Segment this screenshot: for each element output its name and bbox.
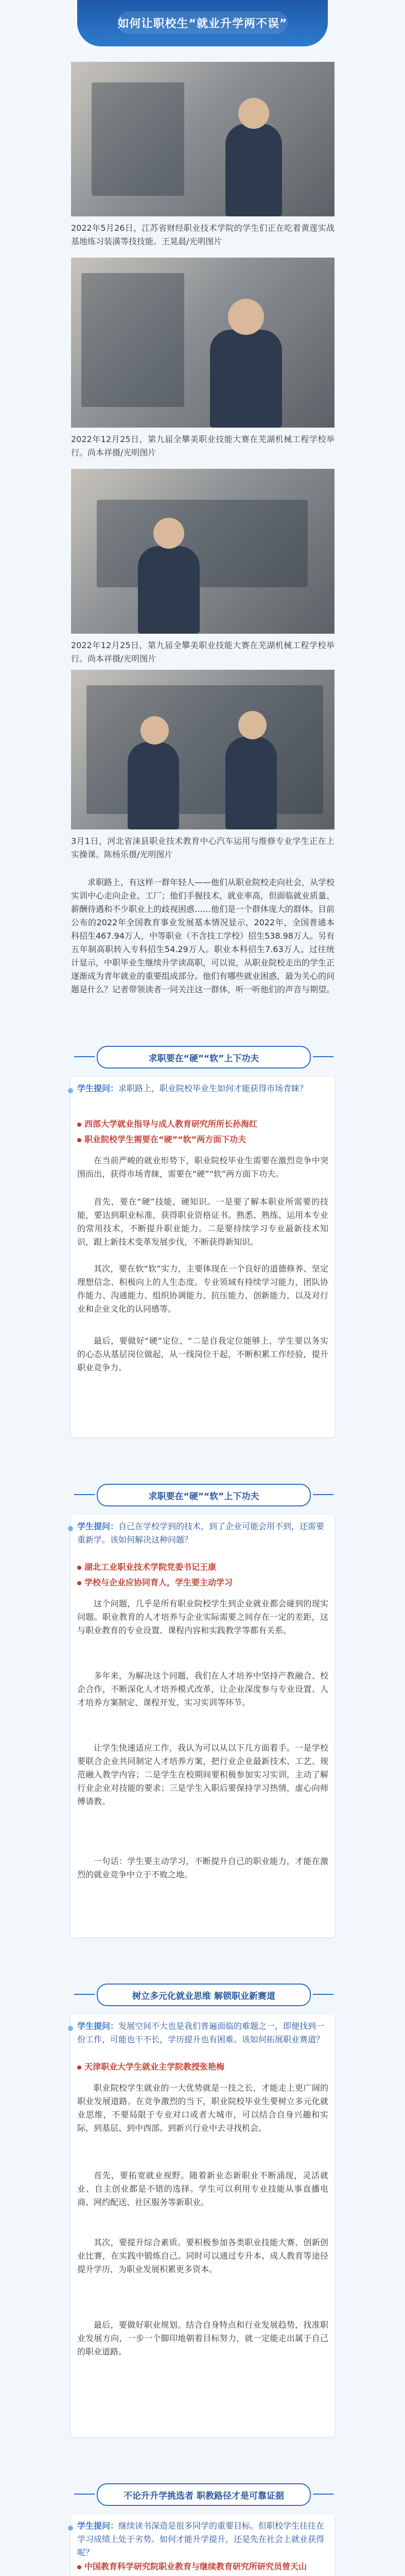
student-question [77,1520,328,1547]
question-text: 求职路上，职业院校毕业生如何才能获得市场青睐？ [118,1083,308,1093]
section-title: 求职要在“硬”“软”上下功夫 [97,1046,311,1069]
dot-icon [77,2565,81,2569]
section-title: 不论升升学挑选者 职教路径才是可靠证据 [97,2483,311,2506]
expert-name: 天津职业大学生就业主学院教授张艳梅 [77,2061,328,2073]
news-photo [71,469,334,634]
student-question [77,2519,328,2560]
section-card [71,2014,334,2437]
answer-paragraph: 首先，要在“硬”技能，硬知识。一是要了解本职业所需要的技能，要达到职业标准，获得职业资格证书。熟悉、熟练、运用本专业的常用技术，不断提升职业能力。二是要持续学习专业最新技术知识，跟上新技术变革发展步伐，不断获得新知识。 [77,1197,328,1247]
answer-paragraph: 最后，要做好“硬”定位、“二是自我定位能够上，学生要以务实的心态从基层岗位做起，从一线岗位干起，不断积累工作经验，提升职业竞争力。 [77,1336,328,1372]
question-text: 继续读书深造是很多同学的重要目标。但职校学生往往在学习成绩上处于劣势。如何才能升学提升，还是先在社会上就业获得呢？ [77,2521,325,2557]
bullet-dot [68,1088,73,1093]
dot-icon [77,1566,81,1570]
answer-paragraph: 在当前严峻的就业形势下，职业院校毕业生需要在激烈竞争中突围而出，获得市场青睐，需要在“硬”“软”两方面下功夫。 [77,1156,328,1179]
section-title: 求职要在“硬”“软”上下功夫 [97,1484,311,1506]
news-photo [71,670,334,829]
question-tag: 学生提问： [77,1521,119,1531]
dot-icon [77,1138,81,1142]
answer-paragraph: 首先，要拓宽就业视野。随着新业态新职业不断涌现，灵活就业、自主创业都是不错的选择。学生可以利用专业技能从事直播电商、网约配送、社区服务等新职业。 [77,2171,328,2207]
answer-paragraph: 这个问题，几乎是所有职业院校学生到企业就业都会碰到的现实问题。职业教育的人才培养与企业实际需要之间存在一定的差距，这与职业教育的专业设置、课程内容和实践教学等都有关系。 [77,1599,328,1635]
news-photo [71,62,334,216]
answer-paragraph: 让学生快速适应工作，我认为可以从以下几方面着手。一是学校要联合企业共同制定人才培养方案，把行业企业最新技术、工艺、规范融入教学内容；二是学生在校期间要积极参加实习实训，主动了解行业企业对技能的要求；三是学生入职后要保持学习热情，虚心向师傅请教。 [77,1743,328,1806]
answer-paragraph: 多年来，为解决这个问题，我们在人才培养中坚持产教融合、校企合作，不断深化人才培养模式改革，让企业深度参与专业设置、人才培养方案制定、课程开发、实习实训等环节。 [77,1671,328,1707]
question-tag: 学生提问： [77,1083,119,1093]
answer-paragraph: 职业院校学生就业的一大优势就是一技之长，才能走上更广阔的职业发展道路。在竞争激烈的当下，职业院校毕业生要树立多元化就业思维，不要局限于专业对口或者大城市，可以结合自身兴趣和实际，到基层、到中西部、到新兴行业中去寻找机会。 [77,2083,328,2133]
section-title: 树立多元化就业思维 解锁职业新赛道 [97,1984,311,2006]
dot-icon [77,1123,81,1127]
answer-headline: 职业院校学生需要在“硬”“软”两方面下功夫 [77,1133,328,1146]
bullet-dot [68,2526,73,2531]
question-text: 自己在学校学到的技术，到了企业可能会用不到，还需要重新学。该如何解决这种问题？ [77,1521,325,1545]
bullet-dot [68,2026,73,2031]
expert-name: 湖北工业职业技术学院党委书记王康 [77,1561,328,1573]
question-text: 发展空间不大也是我们普遍面临的难题之一，即便找到一份工作，可能也干不长，学历提升也有困难。该如何拓展职业赛道？ [77,2021,325,2044]
dot-icon [77,2065,81,2070]
photo-caption: 2022年12月25日，第九届全攀美职业技能大赛在芜湖机械工程学校举行。尚本祥摄/光明图片 [71,640,334,664]
photo-caption: 2022年12月25日，第九届全攀美职业技能大赛在芜湖机械工程学校举行。尚本祥摄/光明图片 [71,434,334,457]
section-card [71,1077,334,1437]
student-question [77,1082,328,1095]
page-title: 如何让职校生“就业升学两不误” [117,11,288,34]
news-photo [71,258,334,428]
header-banner [77,0,328,46]
answer-headline: 学校与企业应协同育人，学生要主动学习 [77,1577,328,1589]
photo-caption: 2022年5月26日，江苏省财经职业技术学院的学生们正在吃着黄莲实战基地练习装潢等技技能。王晃晨/光明图片 [71,223,334,246]
answer-paragraph: 其次，要提升综合素质。要积极参加各类职业技能大赛、创新创业比赛，在实践中锻炼自己。同时可以通过专升本、成人教育等途径提升学历，为职业发展积累更多资本。 [77,2238,328,2274]
answer-paragraph: 最后，要做好职业规划。结合自身特点和行业发展趋势，找准职业发展方向，一步一个脚印地朝着目标努力，就一定能走出属于自己的职业道路。 [77,2320,328,2357]
answer-paragraph: 其次，要在软“软”实力，主要体现在一个良好的道德修养、坚定理想信念、积极向上的人生态度。专业领域有持续学习能力，团队协作能力、沟通能力、组织协调能力、抗压能力、创新能力，以及对行业和企业文化的认同感等。 [77,1264,328,1314]
question-tag: 学生提问： [77,2021,119,2031]
student-question [77,2020,328,2046]
photo-caption: 3月1日，河北省涞县职业技术教育中心汽车运用与维修专业学生正在上实操课。陈杨乐摄/光明图片 [71,836,334,859]
question-tag: 学生提问： [77,2521,119,2531]
expert-name: 西部大学就业指导与成人教育研究所所长孙海红 [77,1118,328,1130]
dot-icon [77,1581,81,1585]
intro-paragraph: 求职路上，有这样一群年轻人——他们从职业院校走向社会，从学校实训中心走向企业、工厂；他们手握技术，就业率高，但面临就业质量、薪酬待遇和不少职业上的歧视困惑……他们是一个群体庞大的群体。目前公布的2022年全国教育事业发展基本情况显示，2022年，全国普通本科招生467.94万人，中等职业（不含技工学校）招生538.98万人。另有五年制高职转入专科招生54.29万人。职业本科招生7.63万人。过往统计显示，中职毕业生继续升学读高职，可以说，从职业院校走出的学生正逐渐成为青年就业的重要组成部分。他们有哪些就业困惑，最为关心的问题是什么？记者带领读者一同关注这一群体，听一听他们的声音与期望。 [71,877,335,994]
bullet-dot [68,1526,73,1531]
expert-name: 中国教育科学研究院职业教育与继续教育研究所研究员曾天山 [77,2561,328,2573]
answer-paragraph: 一句话：学生要主动学习，不断提升自己的职业能力，才能在激烈的就业竞争中立于不败之地。 [77,1856,328,1879]
